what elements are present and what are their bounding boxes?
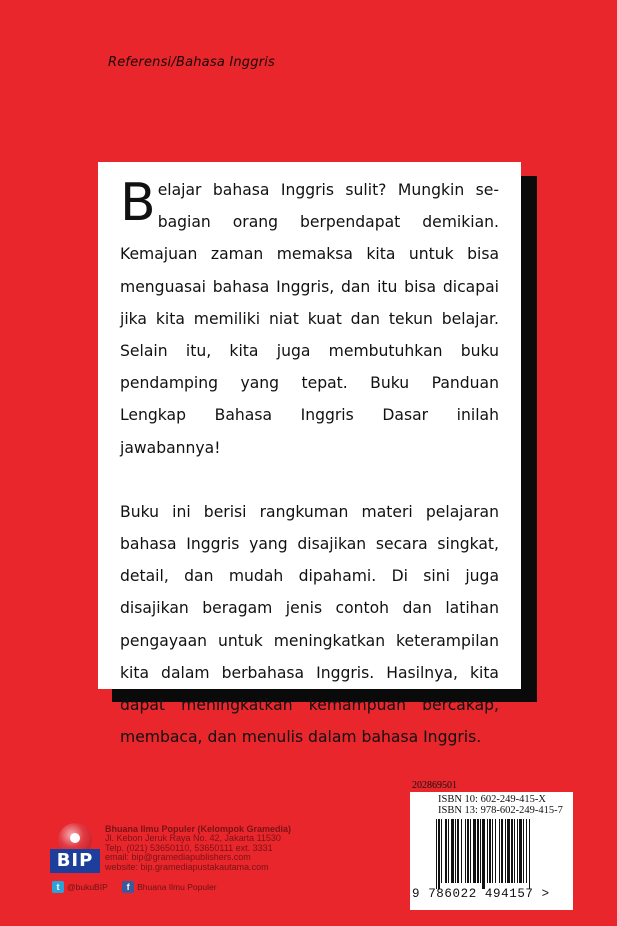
barcode-bar xyxy=(455,819,456,883)
barcode-bar xyxy=(448,819,449,883)
social-links xyxy=(52,881,229,893)
barcode-bar xyxy=(473,819,476,883)
barcode-bar xyxy=(445,819,447,883)
barcode-bar xyxy=(465,819,466,883)
publisher-address: Jl. Kebon Jeruk Raya No. 42, Jakarta 11530 xyxy=(105,833,281,844)
barcode-bar xyxy=(529,819,530,889)
twitter-link[interactable] xyxy=(52,881,108,893)
barcode-bar xyxy=(495,819,496,883)
blurb-paragraph-1 xyxy=(120,174,499,464)
barcode-bar xyxy=(507,819,510,883)
barcode-bar xyxy=(480,819,481,883)
barcode-label xyxy=(410,792,573,910)
publisher-logo: BIP xyxy=(50,849,100,873)
barcode-bar xyxy=(514,819,515,883)
barcode-bar xyxy=(436,819,437,889)
barcode-code: 202869501 xyxy=(412,780,457,791)
barcode-bar xyxy=(492,819,493,883)
facebook-link[interactable] xyxy=(122,881,216,893)
twitter-icon: t xyxy=(52,881,64,893)
isbn-10: ISBN 10: 602-249-415-X xyxy=(438,794,546,805)
blurb-paragraph-1-text: elajar bahasa Inggris sulit? Mungkin sebagian orang berpendapat demikian. Kemajuan zaman memaksa kita untuk bisa menguasai bahasa Inggris, dan itu bisa dicapai jika kita memiliki niat kuat dan tekun belajar. Selain itu, kita juga membutuhkan buku pendamping yang tepat. Buku Panduan Lengkap Bahasa Inggris Dasar inilah jawabannya! xyxy=(120,181,499,457)
barcode-bar xyxy=(438,819,440,889)
blurb-paragraph-2: Buku ini berisi rangkuman materi pelajaran bahasa Inggris yang disajikan secara singkat, detail, dan mudah dipahami. Di sini juga disajikan beragam jenis contoh dan latihan pengayaan untuk meningkatkan keterampilan kita dalam berbahasa Inggris. Hasilnya, kita dapat meningkatkan kemampuan bercakap, membaca, dan menulis dalam bahasa Inggris. xyxy=(120,502,499,747)
barcode-bar xyxy=(499,819,500,883)
barcode-bar xyxy=(487,819,488,883)
barcode-bar xyxy=(523,819,524,883)
barcode-bar xyxy=(461,819,462,883)
barcode-bar xyxy=(482,819,485,889)
publisher-info xyxy=(105,825,291,872)
barcode-bar xyxy=(467,819,469,883)
barcode-bar xyxy=(505,819,506,883)
publisher-website: website: bip.gramediapustakautama.com xyxy=(105,861,269,872)
publisher-name: Bhuana Ilmu Populer (Kelompok Gramedia) xyxy=(105,824,292,834)
barcode-bar xyxy=(451,819,454,883)
barcode-bar xyxy=(519,819,522,883)
twitter-handle: @bukuBIP xyxy=(67,882,108,892)
category-label: Referensi/Bahasa Inggris xyxy=(108,55,276,70)
blurb-box xyxy=(98,162,521,747)
barcode-bar xyxy=(441,819,442,883)
barcode-bar xyxy=(470,819,471,883)
barcode-bar xyxy=(501,819,503,883)
facebook-icon: f xyxy=(122,881,134,893)
barcode-bar xyxy=(489,819,491,883)
publisher-block xyxy=(50,823,300,883)
publisher-email: email: bip@gramediapublishers.com xyxy=(105,852,251,863)
barcode-bar xyxy=(526,819,527,883)
isbn-13: ISBN 13: 978-602-249-415-7 xyxy=(438,805,563,816)
drop-cap: B xyxy=(120,173,156,233)
barcode-digits: 9 786022 494157 > xyxy=(412,887,550,901)
facebook-page: Bhuana Ilmu Populer xyxy=(137,882,217,892)
barcode-bar xyxy=(517,819,518,883)
barcode-bar xyxy=(511,819,513,883)
barcode-bar xyxy=(457,819,459,883)
publisher-phone: Telp. (021) 53650110, 53650111 ext. 3331 xyxy=(105,842,273,853)
barcode-bar xyxy=(477,819,479,883)
barcode-bars xyxy=(436,819,548,889)
